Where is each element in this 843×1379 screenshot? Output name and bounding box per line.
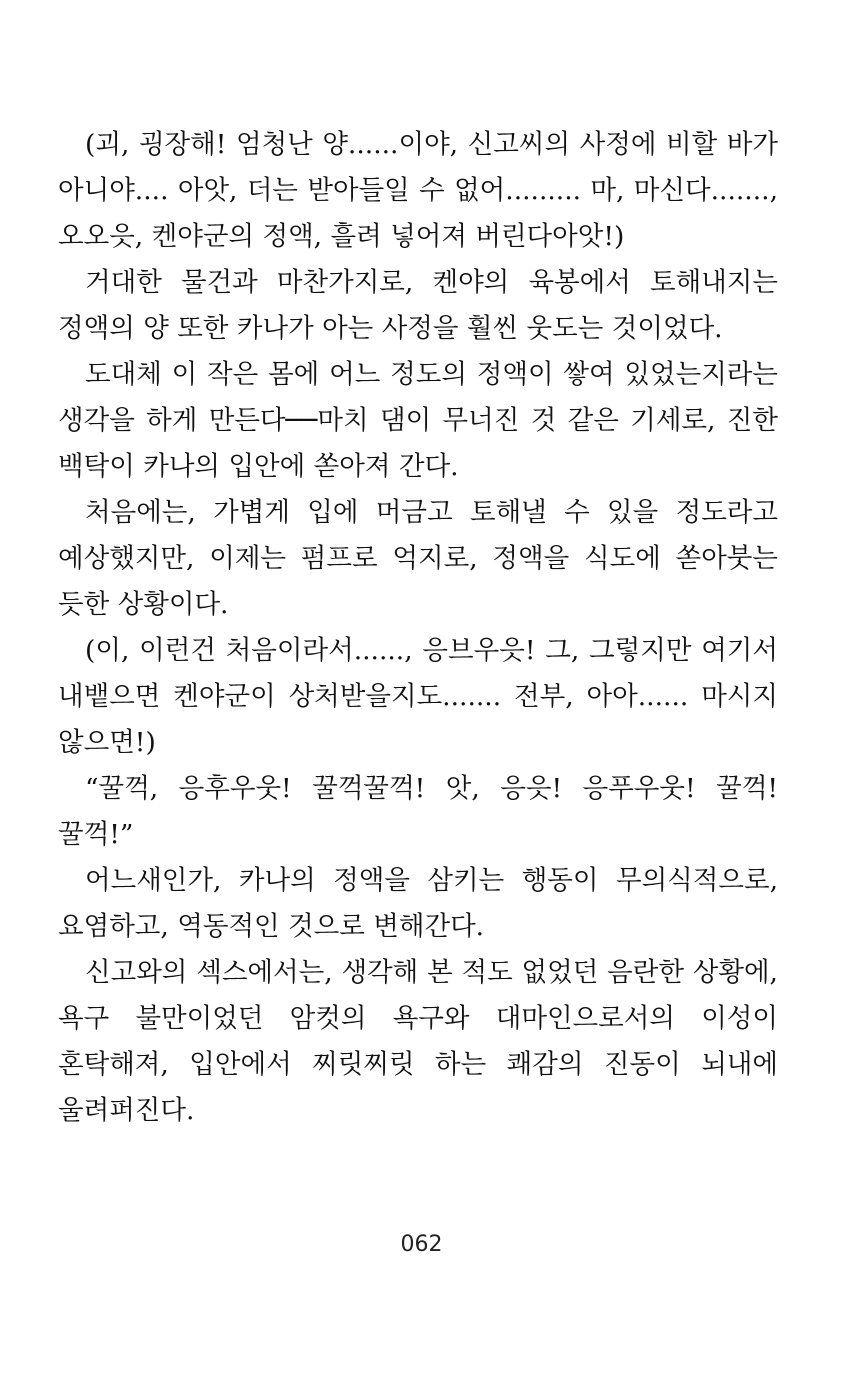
paragraph: 도대체 이 작은 몸에 어느 정도의 정액이 쌓여 있었는지라는 생각을 하게 만든다──마치 댐이 무너진 것 같은 기세로, 진한 백탁이 카나의 입안에 쏟아져 간다. <box>58 359 778 482</box>
paragraph: 어느새인가, 카나의 정액을 삼키는 행동이 무의식적으로, 요염하고, 역동적인 것으로 변해간다. <box>58 865 778 942</box>
paragraph: (괴, 굉장해! 엄청난 양......이야, 신고씨의 사정에 비할 바가 아니야.... 아앗, 더는 받아들일 수 없어......... 마, 마신다.......,오오읏, 켄야군의 정액, 흘려 넣어져 버린다아앗!) <box>58 129 778 252</box>
page-number: 062 <box>400 1232 443 1257</box>
paragraph: 신고와의 섹스에서는, 생각해 본 적도 없었던 음란한 상황에, 욕구 불만이었던 암컷의 욕구와 대마인으로서의 이성이 혼탁해져, 입안에서 찌릿찌릿 하는 쾌감의 진동이 뇌내에 울려퍼진다. <box>58 957 778 1126</box>
paragraph: (이, 이런건 처음이라서......, 응브우읏! 그, 그렇지만 여기서 내뱉으면 켄야군이 상처받을지도....... 전부, 아아...... 마시지 않으면!) <box>58 635 778 758</box>
paragraph: 거대한 물건과 마찬가지로, 켄야의 육봉에서 토해내지는 정액의 양 또한 카나가 아는 사정을 훨씬 웃도는 것이었다. <box>58 267 778 344</box>
body-text <box>58 122 778 1134</box>
paragraph: 처음에는, 가볍게 입에 머금고 토해낼 수 있을 정도라고 예상했지만, 이제는 펌프로 억지로, 정액을 식도에 쏟아붓는 듯한 상황이다. <box>58 497 778 620</box>
paragraph: “꿀꺽, 응후우웃! 꿀꺽꿀꺽! 앗, 응읏! 응푸우웃! 꿀꺽! 꿀꺽!” <box>58 773 778 850</box>
